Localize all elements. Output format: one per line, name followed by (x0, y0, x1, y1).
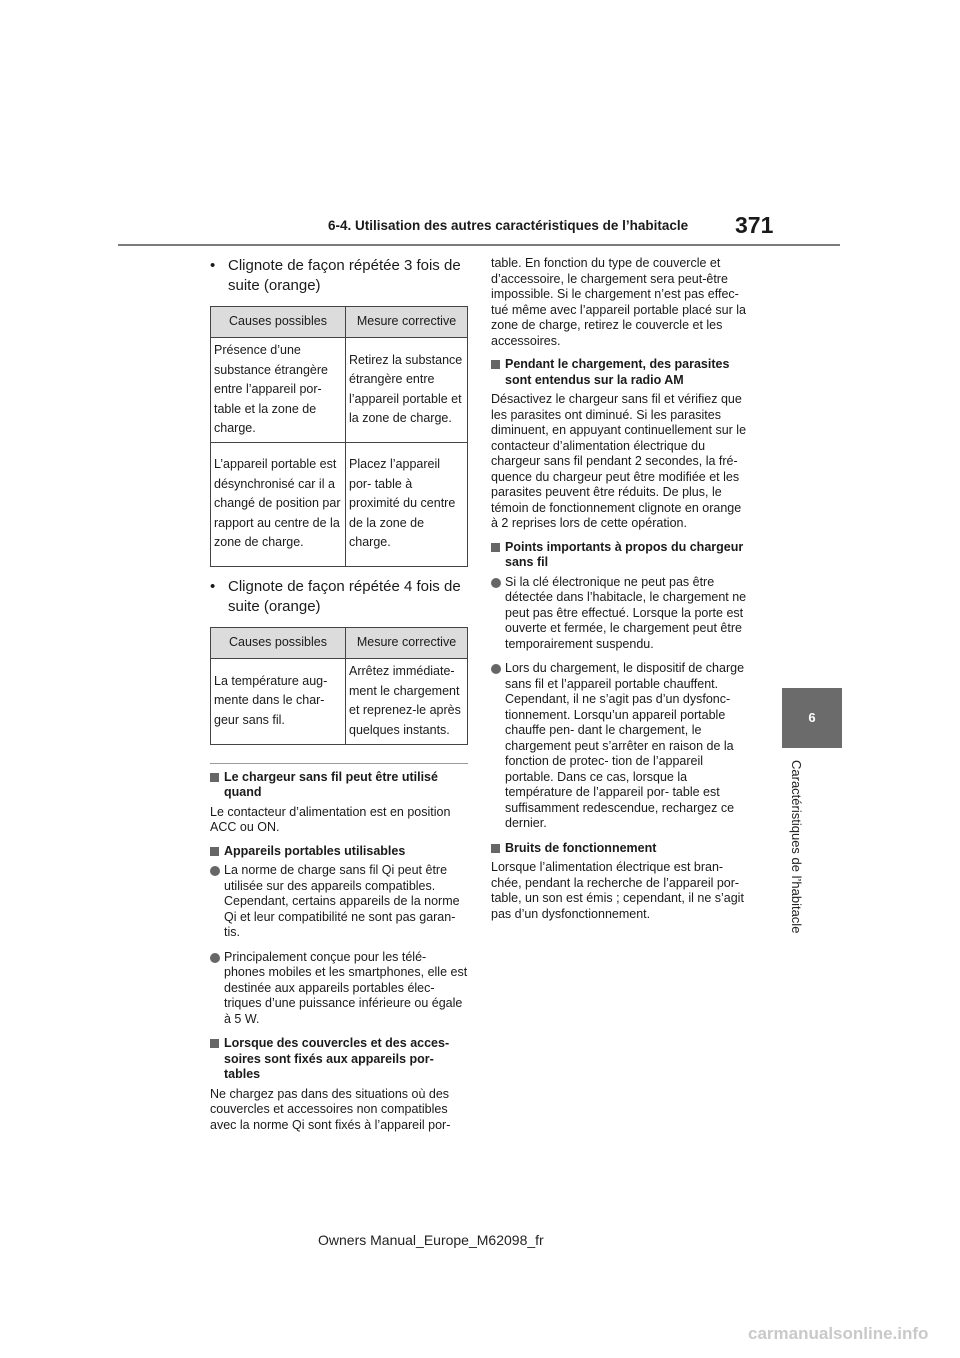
section-heading (491, 841, 750, 857)
table-cell: Retirez la substance étrangère entre l’appareil portable et la zone de charge. (346, 338, 468, 443)
list-item-text: Principalement conçue pour les télé- phones mobiles et les smartphones, elle est destinée aux appareils portables élec- triques d’une puissance inférieure ou égale à 5 W. (224, 949, 468, 1026)
section-title: 6-4. Utilisation des autres caractéristiques de l’habitacle (328, 218, 689, 233)
bullet-text: Clignote de façon répétée 4 fois de suite (orange) (228, 577, 461, 615)
table-header: Mesure corrective (346, 307, 468, 338)
watermark: carmanualsonline.info (748, 1324, 929, 1343)
list-item-text: Si la clé électronique ne peut pas être détectée dans l’habitacle, le chargement ne peut pas être effectué. Lorsque la porte est ouverte et fermée, le chargement peut être temporairement suspendu. (505, 574, 747, 651)
paragraph: Lorsque l’alimentation électrique est bran- chée, pendant la recherche de l’appareil por- table, un son est émis ; cependant, il ne s’agit pas d’un dysfonctionnement. (491, 860, 744, 921)
table-cell: Arrêtez immédiate- ment le chargement et reprenez-le après quelques instants. (346, 658, 468, 744)
page-number: 371 (735, 212, 774, 238)
square-bullet-icon (491, 844, 500, 853)
bullet-item (210, 256, 468, 296)
section-heading-text: Pendant le chargement, des parasites sont entendus sur la radio AM (505, 357, 730, 387)
section-heading-text: Lorsque des couvercles et des acces- soires sont fixés aux appareils por- tables (224, 1036, 450, 1081)
circle-bullet-icon (491, 578, 501, 588)
section-heading (491, 540, 750, 571)
section-heading-text: Appareils portables utilisables (224, 843, 406, 858)
right-column (491, 256, 750, 930)
causes-table-2 (210, 627, 468, 745)
square-bullet-icon (210, 773, 219, 782)
section-heading (210, 844, 468, 860)
causes-table-1 (210, 306, 468, 567)
paragraph: Désactivez le chargeur sans fil et vérifiez que les parasites ont diminué. Si les parasites diminuent, en appuyant continuellement sur le contacteur d’alimentation électrique du chargeur sans fil pendant 2 secondes, la fré- quence du chargeur peut être modifiée et les parasites peuvent être réduits. De plus, le témoin de fonctionnement clignote en orange à 2 reprises lors de cette opération. (491, 392, 747, 530)
circle-bullet-icon (210, 953, 220, 963)
list-item (210, 950, 468, 1028)
square-bullet-icon (210, 1039, 219, 1048)
list-item-text: La norme de charge sans fil Qi peut être utilisée sur des appareils compatibles. Cependant, certains appareils de la norme Qi et leur compatibilité ne sont pas garan- tis. (224, 863, 460, 939)
square-bullet-icon (491, 360, 500, 369)
paragraph: Ne chargez pas dans des situations où des couvercles et accessoires non compatibles avec la norme Qi sont fixés à l’appareil por- (210, 1086, 451, 1132)
list-item (491, 575, 750, 653)
paragraph: Le contacteur d’alimentation est en position ACC ou ON. (210, 804, 451, 834)
bullet-text: Clignote de façon répétée 3 fois de suite (orange) (228, 257, 461, 294)
list-item (491, 661, 750, 832)
circle-bullet-icon (210, 866, 220, 876)
table-header: Causes possibles (211, 307, 346, 338)
list-item (210, 863, 468, 941)
left-column (210, 256, 468, 1141)
table-cell: L’appareil portable est désynchronisé car il a changé de position par rapport au centre de la zone de charge. (211, 442, 346, 566)
section-heading (210, 1036, 468, 1083)
list-item-text: Lors du chargement, le dispositif de charge sans fil et l’appareil portable chauffent. Cependant, il ne s’agit pas d’un dysfonc- tionnement. Lorsqu’un appareil portable chauffe pen- dant le chargement, le chargement peut s’arrêter en raison de la fonction de protec- tion de l’appareil portable. Dans ce cas, lorsque la température de l’appareil por- table est suffisamment redescendue, rechargez ce dernier. (505, 661, 745, 830)
circle-bullet-icon (491, 664, 501, 674)
section-heading-text: Bruits de fonctionnement (505, 840, 657, 855)
square-bullet-icon (210, 847, 219, 856)
table-header: Causes possibles (211, 627, 346, 658)
footer-text: Owners Manual_Europe_M62098_fr (318, 1232, 544, 1248)
square-bullet-icon (491, 543, 500, 552)
table-cell: La température aug- mente dans le char- geur sans fil. (211, 658, 346, 744)
section-heading-text: Le chargeur sans fil peut être utilisé quand (224, 769, 438, 799)
paragraph: table. En fonction du type de couvercle et d’accessoire, le chargement sera peut-être impossible. Si le chargement n’est pas effec- tué même avec l’appareil portable placé sur la zone de charge, retirez le couvercle et les accessoires. (491, 256, 746, 348)
chapter-tab: 6 (782, 688, 842, 748)
section-heading (491, 357, 750, 388)
section-divider (210, 763, 468, 764)
bullet-dot-icon: • (210, 577, 216, 595)
bullet-item (210, 577, 468, 617)
table-cell: Présence d’une substance étrangère entre l’appareil por- table et la zone de charge. (211, 338, 346, 443)
section-heading (210, 770, 468, 801)
section-heading-text: Points importants à propos du chargeur sans fil (505, 539, 744, 569)
table-header: Mesure corrective (346, 627, 468, 658)
header-divider (118, 244, 840, 246)
table-cell: Placez l’appareil por- table à proximité du centre de la zone de charge. (346, 442, 468, 566)
bullet-dot-icon: • (210, 257, 216, 274)
chapter-side-label: Caractéristiques de l’habitacle (789, 760, 804, 934)
